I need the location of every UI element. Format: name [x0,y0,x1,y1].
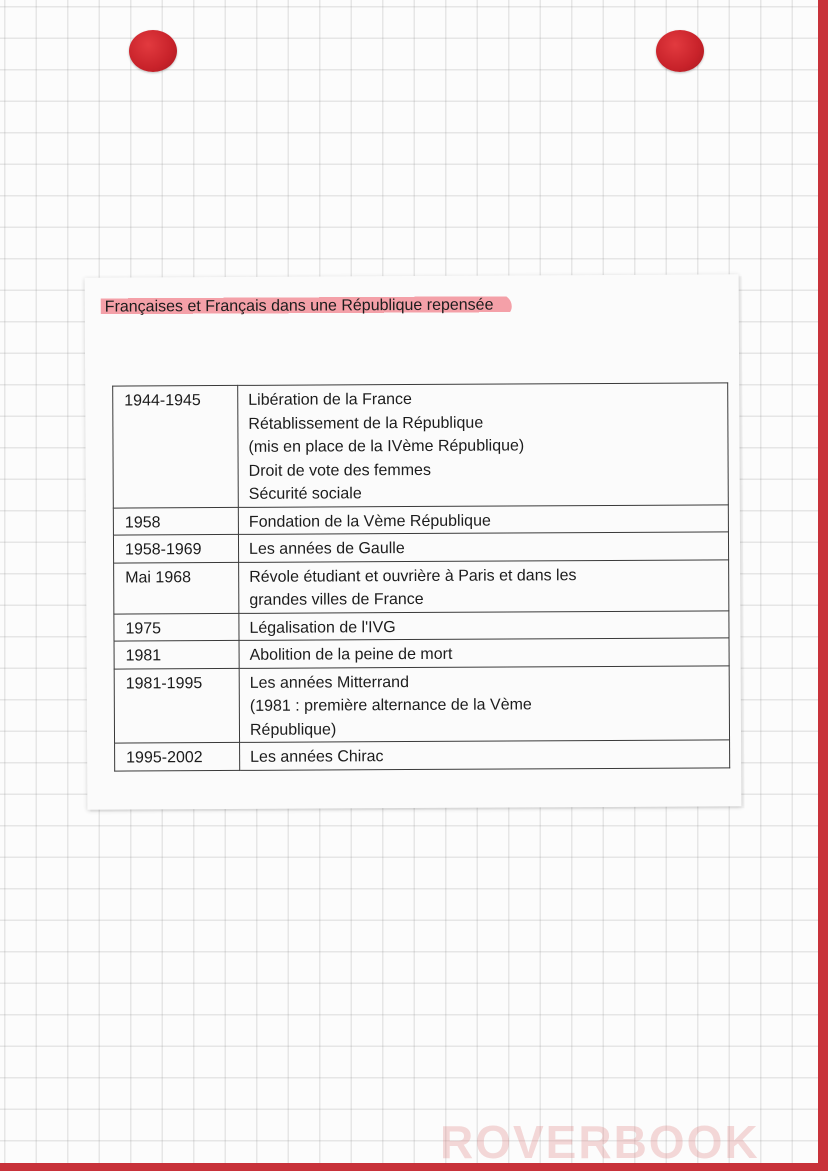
table-row [113,383,729,508]
notebook-edge [818,0,828,1171]
page-title: Françaises et Français dans une République repensée [101,294,512,318]
date-cell: 1981 [114,640,239,668]
table-row [113,504,728,535]
event-cell [239,638,729,668]
event-cell [238,532,728,562]
event-cell [239,559,729,613]
timeline-table [112,382,730,771]
date-cell: 1981-1995 [114,668,239,743]
table-row [113,532,728,563]
date-cell: Mai 1968 [114,562,239,614]
timeline-body [113,383,730,771]
event-line: Légalisation de l'IVG [249,618,396,637]
table-row [115,740,730,771]
event-line: Les années de Gaulle [248,540,405,558]
date-cell: 1975 [114,613,239,641]
event-line: (1981 : première alternance de la Vème [249,696,532,715]
brand-watermark [440,1116,770,1168]
event-line: grandes villes de France [249,590,424,609]
event-line: Libération de la France [248,391,412,409]
event-line: Révole étudiant et ouvrière à Paris et dans les [249,566,577,586]
event-line: Les années Mitterrand [249,673,409,692]
event-cell [238,504,728,534]
event-line: Droit de vote des femmes [248,461,431,480]
binder-hole-left [129,30,177,72]
event-cell [240,740,730,770]
event-cell [239,610,729,640]
table-row [114,665,729,743]
event-line: Sécurité sociale [248,485,362,503]
date-cell: 1958-1969 [113,534,238,562]
event-cell [239,665,729,742]
event-line: Fondation de la Vème République [248,512,491,531]
table-row [114,638,729,669]
binder-hole-right [656,30,704,72]
date-cell: 1995-2002 [115,742,240,770]
event-cell [238,383,729,507]
date-cell: 1958 [113,507,238,535]
table-row [114,610,729,641]
event-line: République) [249,720,337,739]
event-line: Les années Chirac [250,748,384,766]
pasted-card [85,274,742,809]
table-row [114,559,729,613]
event-line: (mis en place de la IVème République) [248,437,525,456]
event-line: Rétablissement de la République [248,414,484,433]
brand-watermark-text: ROVERBOOK [440,1116,760,1168]
date-cell: 1944-1945 [113,385,239,507]
event-line: Abolition de la peine de mort [249,645,453,664]
